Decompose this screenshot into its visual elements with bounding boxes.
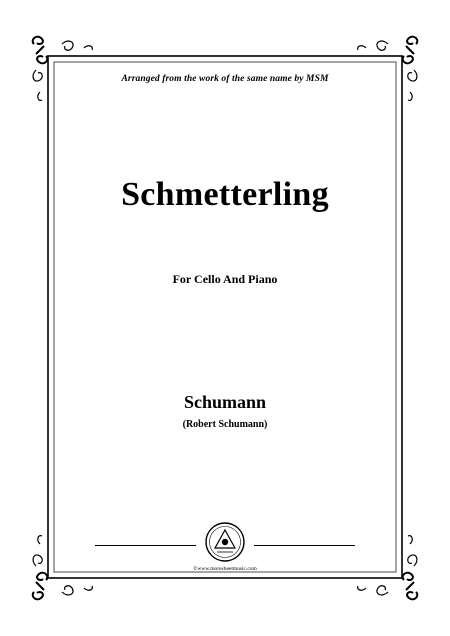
composer-name: Schumann: [183, 392, 267, 412]
piece-title: Schmetterling: [121, 176, 329, 213]
footer-rule-left: [95, 545, 196, 546]
corner-ornament-top-left-icon: [33, 37, 48, 64]
composer-full-name: (Robert Schumann): [182, 419, 268, 430]
instrumentation-line: For Cello And Piano: [172, 272, 278, 286]
inner-border: [54, 62, 396, 572]
publisher-logo-icon: [204, 521, 246, 563]
outer-border: [48, 56, 402, 578]
footer-rule-right: [254, 545, 355, 546]
publisher-website: ©www.moresheetmusic.com: [193, 566, 257, 572]
edge-flourishes: [33, 41, 417, 595]
corner-ornament-bottom-right-icon: [403, 573, 418, 600]
arrangement-note: Arranged from the work of the same name by MSM: [121, 74, 329, 84]
corner-ornament-bottom-left-icon: [33, 573, 48, 600]
corner-ornament-top-right-icon: [403, 37, 418, 64]
